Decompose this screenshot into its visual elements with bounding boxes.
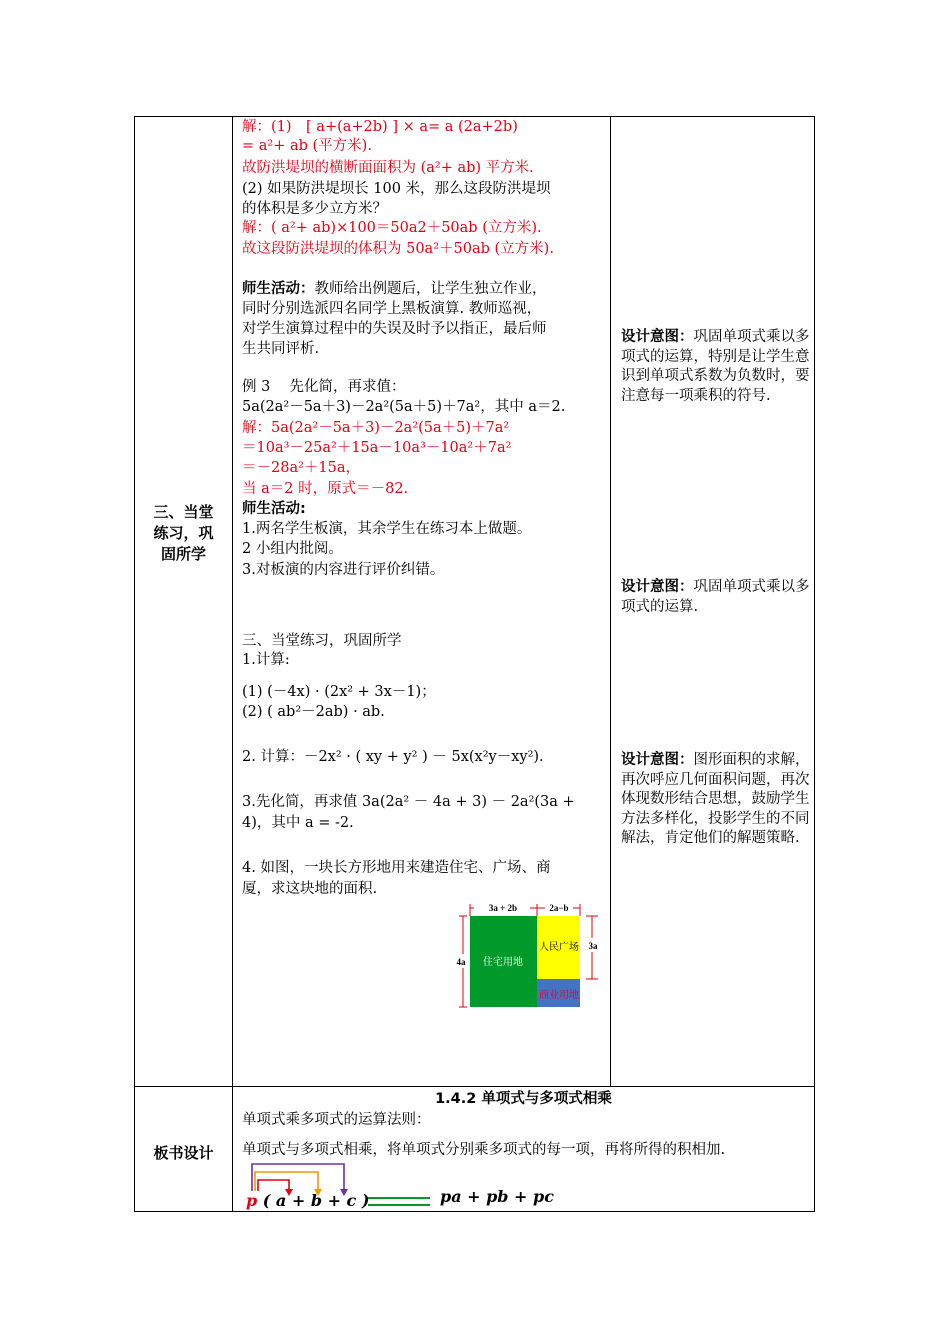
question-2-line-2: 的体积是多少立方米？ <box>242 201 387 217</box>
activity-1-line-1 <box>242 280 547 299</box>
solution-1-line-3: 故防洪堤坝的横断面面积为 (a²+ ab) 平方米. <box>242 160 534 176</box>
section-label: 三、当堂 练习，巩 固所学 <box>153 503 214 563</box>
design-intent-3-label: 设计意图： <box>621 752 694 768</box>
solution-2-line-2: 故这段防洪堤坝的体积为 50a²＋50ab (立方米). <box>242 241 554 257</box>
practice-3-line-2: 4)，其中 a = -2. <box>242 815 354 831</box>
practice-1a: (1) (－4x) · (2x² + 3x－1)； <box>242 684 436 700</box>
activity-1-line-4: 生共同评析. <box>242 341 320 357</box>
design-intent-2-text: 巩固单项式乘以多项式的运算. <box>621 579 810 615</box>
solution-1-line-2: = a²+ ab (平方米). <box>242 138 372 154</box>
practice-2: 2. 计算：－2x² · ( xy + y² ) － 5x(x²y－xy²). <box>242 749 544 765</box>
label-2a-b: 2a−b <box>549 903 569 913</box>
board-rule-title: 单项式乘多项式的运算法则： <box>242 1112 431 1128</box>
activity-1-line-3: 对学生演算过程中的失误及时予以指正，最后师 <box>242 321 547 337</box>
question-2-line-1: (2) 如果防洪堤坝长 100 米，那么这段防洪堤坝 <box>242 181 551 197</box>
label-3a: 3a <box>588 941 598 951</box>
commercial-label: 商业用地 <box>539 990 579 1001</box>
table-border-right <box>814 116 815 1212</box>
activity-2-label: 师生活动: <box>242 501 306 517</box>
example-3-step-4: 当 a＝2 时，原式＝－82. <box>242 481 409 497</box>
board-label: 板书设计 <box>153 1144 214 1162</box>
land-figure <box>452 898 602 1010</box>
board-rule-text: 单项式与多项式相乘，将单项式分别乘多项式的每一项，再将所得的积相加. <box>242 1142 726 1158</box>
example-3-title: 例 3 先化简，再求值： <box>242 379 406 395</box>
practice-title: 三、当堂练习，巩固所学 <box>242 633 402 649</box>
formula-right: pa + pb + pc <box>440 1187 554 1206</box>
design-intent-2 <box>621 578 813 617</box>
formula-left <box>246 1191 369 1210</box>
activity-2-line-1: 1.两名学生板演，其余学生在练习本上做题。 <box>242 521 532 537</box>
design-intent-3-text: 图形面积的求解，再次呼应几何面积问题，再次体现数形结合思想，鼓励学生方法多样化，投影学生的不同解法，肯定他们的解题策略. <box>621 752 810 846</box>
practice-4-line-1: 4. 如图，一块长方形地用来建造住宅、广场、商 <box>242 860 551 876</box>
table-divider-col1 <box>232 116 233 1212</box>
example-3-step-1: 解：5a(2a²－5a＋3)－2a²(5a＋5)＋7a² <box>242 420 510 436</box>
activity-2-line-3: 3.对板演的内容进行评价纠错。 <box>242 562 445 578</box>
practice-1: 1.计算: <box>242 652 290 668</box>
practice-4-line-2: 厦，求这块地的面积. <box>242 881 378 897</box>
label-3a-2b: 3a + 2b <box>488 903 518 913</box>
table-divider-col2 <box>610 116 611 1087</box>
practice-3-line-1: 3.先化简，再求值 3a(2a² － 4a + 3) － 2a²(3a + <box>242 794 575 810</box>
equals-sign <box>368 1195 430 1209</box>
solution-1-line-1: 解：(1) [ a+(a+2b) ] × a= a (2a+2b) <box>242 119 518 135</box>
example-3-expression: 5a(2a²－5a＋3)－2a²(5a＋5)＋7a²，其中 a＝2. <box>242 399 566 415</box>
example-3-step-3: ＝－28a²＋15a， <box>242 460 361 476</box>
table-border-mid <box>134 1086 815 1087</box>
formula-sum: ( a + b + c ) <box>262 1191 370 1210</box>
activity-1-label: 师生活动： <box>242 281 315 297</box>
design-intent-1 <box>621 328 813 406</box>
activity-1-line-2: 同时分别选派四名同学上黑板演算. 教师巡视， <box>242 301 542 317</box>
formula-p: p <box>246 1191 258 1210</box>
activity-1-text: 教师给出例题后，让学生独立作业， <box>314 281 547 297</box>
practice-1b: (2) ( ab²－2ab) · ab. <box>242 704 385 720</box>
design-intent-3 <box>621 751 813 849</box>
square-label: 人民广场 <box>539 942 579 953</box>
design-intent-1-label: 设计意图： <box>621 329 694 345</box>
activity-2-line-2: 2 小组内批阅。 <box>242 541 343 557</box>
design-intent-2-label: 设计意图： <box>621 579 694 595</box>
residential-label: 住宅用地 <box>483 957 523 968</box>
solution-2-line-1: 解：( a²+ ab)×100＝50a2＋50ab (立方米). <box>242 220 542 236</box>
table-border-left <box>134 116 135 1212</box>
example-3-step-2: ＝10a³－25a²＋15a－10a³－10a²＋7a² <box>242 440 512 456</box>
board-title: 1.4.2 单项式与多项式相乘 <box>435 1091 612 1107</box>
table-border-top <box>134 116 815 117</box>
design-intent-1-text: 巩固单项式乘以多项式的运算，特别是让学生意识到单项式系数为负数时，要注意每一项乘积的符号. <box>621 329 810 404</box>
label-4a: 4a <box>456 957 466 967</box>
table-border-bottom <box>134 1211 815 1212</box>
